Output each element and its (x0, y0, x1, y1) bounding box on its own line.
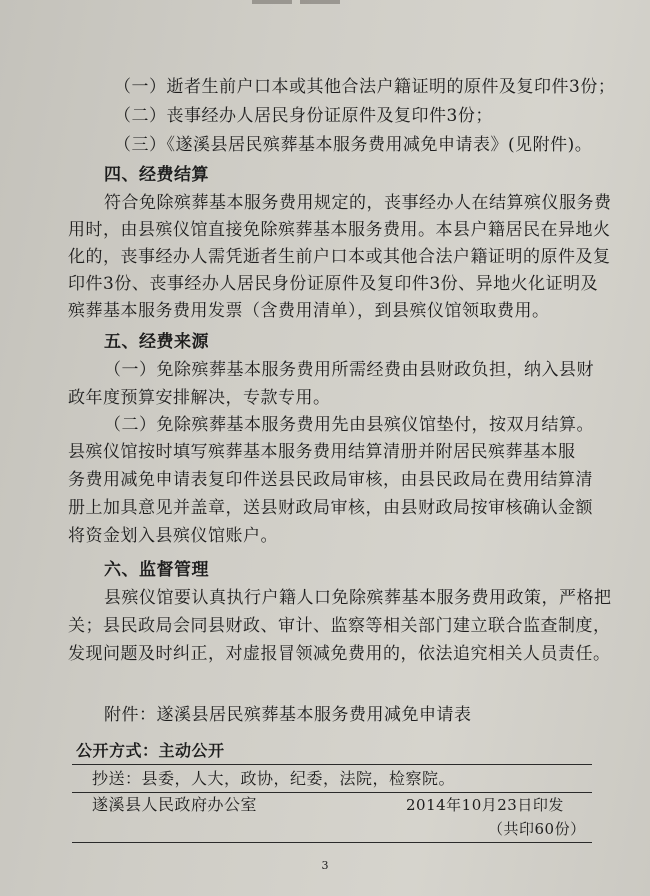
paragraph-line: 将资金划入县殡仪馆账户。 (68, 526, 278, 546)
issuing-office: 遂溪县人民政府办公室 (92, 795, 258, 814)
paragraph-line: 县殡仪馆按时填写殡葬基本服务费用结算清册并附居民殡葬基本服 (68, 442, 576, 462)
paragraph-line: 用时，由县殡仪馆直接免除殡葬基本服务费用。本县户籍居民在异地火 (68, 220, 611, 240)
disclosure-method: 公开方式：主动公开 (76, 741, 225, 760)
paragraph-line: 务费用减免申请表复印件送县民政局审核，由县民政局在费用结算清 (68, 470, 593, 490)
page-number: 3 (321, 859, 329, 872)
list-item: （二）丧事经办人居民身份证原件及复印件3份； (114, 106, 493, 126)
print-copies: （共印60份） (488, 820, 586, 838)
section-heading: 五、经费来源 (104, 332, 209, 352)
section-heading: 六、监督管理 (104, 560, 209, 580)
section-heading: 四、经费结算 (104, 165, 209, 185)
paragraph-line: 县殡仪馆要认真执行户籍人口免除殡葬基本服务费用政策，严格把 (104, 588, 612, 608)
top-edge-mark (300, 0, 340, 4)
attachment-note: 附件：遂溪县居民殡葬基本服务费用减免申请表 (104, 705, 472, 725)
top-edge-mark (252, 0, 292, 4)
list-item: （三）《遂溪县居民殡葬基本服务费用减免申请表》(见附件)。 (114, 135, 593, 155)
paragraph-line: 符合免除殡葬基本服务费用规定的，丧事经办人在结算殡仪服务费 (104, 193, 612, 213)
cc-list: 抄送：县委，人大，政协，纪委，法院，检察院。 (92, 769, 456, 788)
paragraph-line: （二）免除殡葬基本服务费用先由县殡仪馆垫付，按双月结算。 (104, 415, 594, 435)
paragraph-line: 关；县民政局会同县财政、审计、监察等相关部门建立联合监查制度， (68, 616, 611, 636)
paragraph-line: 发现问题及时纠正，对虚报冒领减免费用的，依法追究相关人员责任。 (68, 644, 611, 664)
footer-divider (72, 792, 592, 793)
list-item: （一）逝者生前户口本或其他合法户籍证明的原件及复印件3份； (114, 77, 616, 97)
paragraph-line: 殡葬基本服务费用发票（含费用清单），到县殡仪馆领取费用。 (68, 301, 550, 321)
footer-divider (72, 842, 592, 843)
paragraph-line: 印件3份、丧事经办人居民身份证原件及复印件3份、异地火化证明及 (68, 274, 599, 294)
paragraph-line: （一）免除殡葬基本服务费用所需经费由县财政负担，纳入县财 (104, 360, 594, 380)
paragraph-line: 政年度预算安排解决，专款专用。 (68, 388, 331, 408)
paragraph-line: 册上加具意见并盖章，送县财政局审核，由县财政局按审核确认金额 (68, 498, 593, 518)
issue-date: 2014年10月23日印发 (406, 796, 564, 814)
paragraph-line: 化的，丧事经办人需凭逝者生前户口本或其他合法户籍证明的原件及复 (68, 247, 611, 267)
footer-divider (72, 764, 592, 765)
